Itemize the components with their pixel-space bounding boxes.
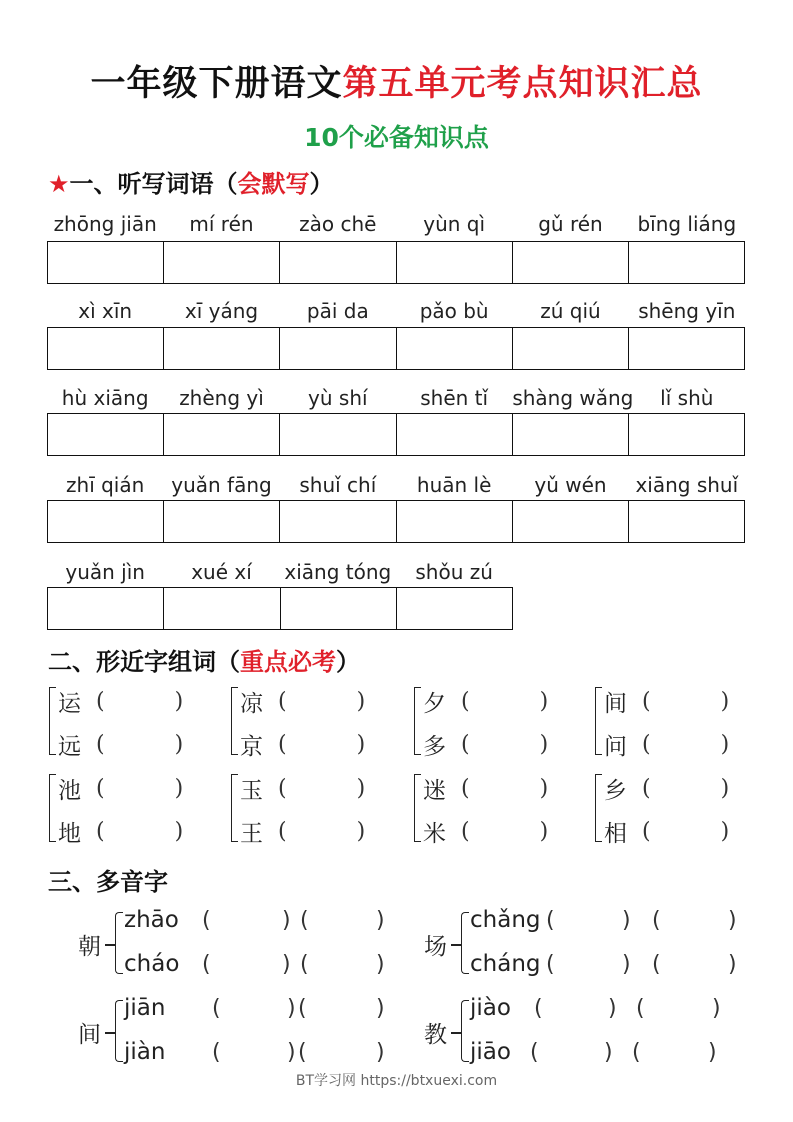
writing-box-row-1 <box>47 241 745 284</box>
page-subtitle: 10个必备知识点 <box>304 123 489 152</box>
writing-cell[interactable] <box>513 328 629 369</box>
word-line: 米 ( ) <box>423 818 549 847</box>
reading-row: jiāo ( ) ( ) <box>470 1039 717 1065</box>
brace-icon <box>461 912 469 974</box>
writing-cell[interactable] <box>48 328 164 369</box>
writing-box-row-5 <box>47 587 513 630</box>
pinyin-label: mí rén <box>189 212 254 236</box>
writing-cell[interactable] <box>513 414 629 455</box>
word-line: 间 ( ) <box>604 688 730 717</box>
writing-cell[interactable] <box>164 242 280 283</box>
word-line: 京 ( ) <box>240 731 366 760</box>
bracket-icon <box>414 687 421 755</box>
pinyin-label: hù xiāng <box>61 386 149 410</box>
bracket-icon <box>231 687 238 755</box>
word-line: 多 ( ) <box>423 731 549 760</box>
writing-cell[interactable] <box>397 242 513 283</box>
writing-cell[interactable] <box>281 588 397 629</box>
connector-line <box>451 944 461 946</box>
writing-cell[interactable] <box>397 501 513 542</box>
reading-row: jiān ( ) ( ) <box>124 995 385 1021</box>
section2-heading: 二、形近字组词（重点必考） <box>48 648 360 676</box>
connector-line <box>105 944 115 946</box>
similar-char-group <box>231 768 391 848</box>
writing-cell[interactable] <box>48 588 164 629</box>
bracket-icon <box>595 774 602 842</box>
pinyin-row-5 <box>47 560 513 584</box>
writing-box-row-2 <box>47 327 745 370</box>
writing-cell[interactable] <box>629 242 745 283</box>
pinyin-label: bīng liáng <box>637 212 737 236</box>
footer-watermark: BT学习网 https://btxuexi.com <box>295 1073 498 1089</box>
word-line: 凉 ( ) <box>240 688 366 717</box>
word-line: 夕 ( ) <box>423 688 549 717</box>
section1-highlight: 会默写 <box>237 170 310 198</box>
reading-row: zhāo ( ) ( ) <box>124 907 385 933</box>
brace-icon <box>115 912 123 974</box>
title-red: 第五单元考点知识汇总 <box>342 64 703 104</box>
similar-char-group <box>414 768 574 848</box>
pinyin-label: zú qiú <box>540 299 601 323</box>
bracket-icon <box>49 687 56 755</box>
similar-char-group <box>231 681 391 761</box>
writing-cell[interactable] <box>164 588 280 629</box>
pinyin-label: yùn qì <box>423 212 486 236</box>
similar-char-group <box>49 768 209 848</box>
brace-icon <box>461 1000 469 1062</box>
word-line: 池 ( ) <box>58 775 184 804</box>
pinyin-label: shēng yīn <box>638 299 736 323</box>
pinyin-label: shuǐ chí <box>299 473 377 497</box>
similar-char-group <box>595 768 755 848</box>
writing-cell[interactable] <box>280 328 396 369</box>
pinyin-label: pǎo bù <box>419 299 489 323</box>
word-line: 乡 ( ) <box>604 775 730 804</box>
bracket-icon <box>414 774 421 842</box>
star-icon: ★ <box>48 170 70 198</box>
writing-cell[interactable] <box>629 328 745 369</box>
writing-cell[interactable] <box>513 242 629 283</box>
brace-icon <box>115 1000 123 1062</box>
pinyin-label: zhōng jiān <box>53 212 157 236</box>
pinyin-label: shàng wǎng <box>512 386 634 410</box>
pinyin-label: gǔ rén <box>538 212 603 236</box>
reading-row: jiàn ( ) ( ) <box>124 1039 385 1065</box>
pinyin-label: pāi da <box>306 299 369 323</box>
writing-cell[interactable] <box>629 414 745 455</box>
word-line: 问 ( ) <box>604 731 730 760</box>
reading-row: jiào ( ) ( ) <box>470 995 721 1021</box>
writing-cell[interactable] <box>164 501 280 542</box>
pinyin-row-4 <box>47 473 745 497</box>
pinyin-label: zào chē <box>299 212 377 236</box>
pinyin-row-2 <box>47 299 745 323</box>
writing-cell[interactable] <box>164 414 280 455</box>
word-line: 相 ( ) <box>604 818 730 847</box>
pinyin-label: xī yáng <box>184 299 259 323</box>
pinyin-label: yǔ wén <box>534 473 607 497</box>
polyphone-char: 场 <box>424 934 447 960</box>
writing-cell[interactable] <box>280 414 396 455</box>
writing-cell[interactable] <box>280 501 396 542</box>
word-line: 远 ( ) <box>58 731 184 760</box>
pinyin-label: lǐ shù <box>660 386 714 410</box>
pinyin-label: shǒu zú <box>415 560 493 584</box>
pinyin-label: xì xīn <box>78 299 133 323</box>
pinyin-label: shēn tǐ <box>420 386 489 410</box>
writing-cell[interactable] <box>48 242 164 283</box>
polyphone-item <box>78 900 418 990</box>
writing-cell[interactable] <box>397 328 513 369</box>
title-black: 一年级下册语文 <box>90 64 343 104</box>
pinyin-label: xiāng shuǐ <box>635 473 739 497</box>
similar-char-group <box>414 681 574 761</box>
connector-line <box>105 1032 115 1034</box>
word-line: 迷 ( ) <box>423 775 549 804</box>
bracket-icon <box>595 687 602 755</box>
connector-line <box>451 1032 461 1034</box>
pinyin-label: zhèng yì <box>179 386 264 410</box>
writing-box-row-4 <box>47 500 745 543</box>
writing-cell[interactable] <box>397 414 513 455</box>
writing-cell[interactable] <box>629 501 745 542</box>
pinyin-label: xué xí <box>191 560 252 584</box>
similar-char-group <box>49 681 209 761</box>
reading-row: cháng ( ) ( ) <box>470 951 737 977</box>
polyphone-char: 间 <box>78 1022 101 1048</box>
bracket-icon <box>231 774 238 842</box>
writing-cell[interactable] <box>48 414 164 455</box>
writing-cell[interactable] <box>48 501 164 542</box>
section3-heading: 三、多音字 <box>48 868 168 896</box>
pinyin-label: yuǎn fāng <box>171 473 272 497</box>
polyphone-char: 教 <box>424 1022 447 1048</box>
section2-highlight: 重点必考 <box>240 648 336 676</box>
section1-heading: ★一、听写词语（会默写） <box>48 170 334 198</box>
pinyin-row-3 <box>47 386 745 410</box>
writing-cell[interactable] <box>280 242 396 283</box>
writing-cell[interactable] <box>164 328 280 369</box>
polyphone-char: 朝 <box>78 934 101 960</box>
pinyin-row-1 <box>47 212 745 236</box>
polyphone-item <box>78 988 418 1078</box>
polyphone-item <box>424 988 764 1078</box>
word-line: 地 ( ) <box>58 818 184 847</box>
pinyin-label: yuǎn jìn <box>65 560 145 584</box>
pinyin-label: yù shí <box>308 386 368 410</box>
polyphone-item <box>424 900 764 990</box>
word-line: 运 ( ) <box>58 688 184 717</box>
writing-cell[interactable] <box>397 588 513 629</box>
reading-row: cháo ( ) ( ) <box>124 951 385 977</box>
pinyin-label: zhī qián <box>66 473 145 497</box>
pinyin-label: huān lè <box>416 473 492 497</box>
similar-char-group <box>595 681 755 761</box>
word-line: 玉 ( ) <box>240 775 366 804</box>
writing-cell[interactable] <box>513 501 629 542</box>
bracket-icon <box>49 774 56 842</box>
page-title <box>0 56 793 106</box>
reading-row: chǎng ( ) ( ) <box>470 907 737 933</box>
word-line: 王 ( ) <box>240 818 366 847</box>
writing-box-row-3 <box>47 413 745 456</box>
pinyin-label: xiāng tóng <box>284 560 392 584</box>
